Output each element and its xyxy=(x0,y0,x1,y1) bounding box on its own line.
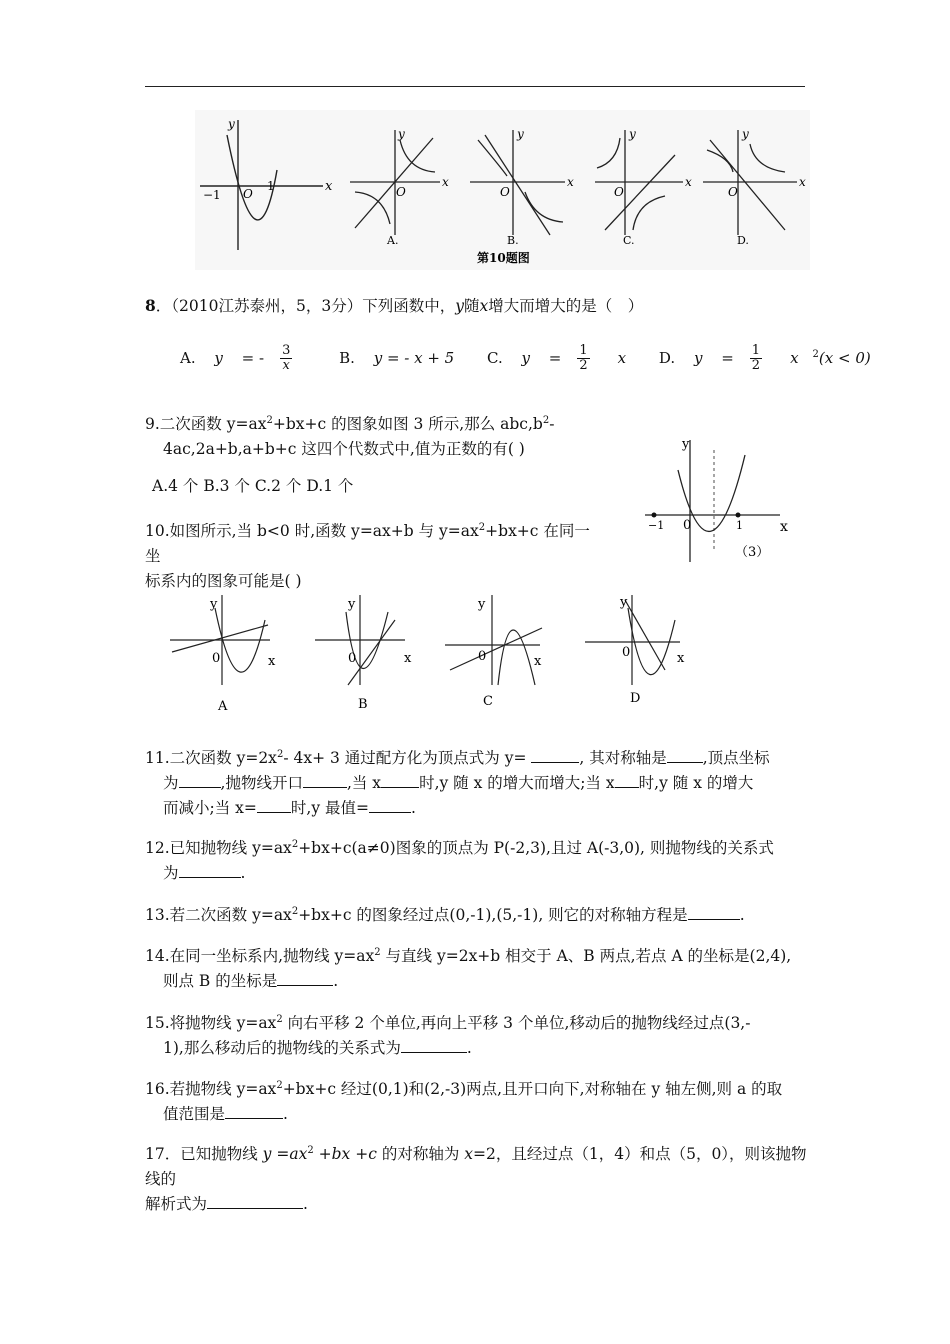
fig-top-label-B: B. xyxy=(507,234,519,247)
q11-blank-vertex-form[interactable] xyxy=(531,746,579,763)
question-13: 13.若二次函数 $y=ax^2+bx+c$ 的图象经过点(0,-1),(5,-1), 则它的对称轴方程是 . xyxy=(145,899,810,928)
fig3-neg1: −1 xyxy=(648,519,665,532)
figure-question10-options xyxy=(160,590,720,720)
q8-number: 8 xyxy=(145,296,156,315)
question-16: 16.若抛物线 $y=ax^2+bx+c$ 经过(0,1)和(2,-3)两点,且开口向下,对称轴在 y 轴左侧,则 a 的取 值范围是 . xyxy=(145,1080,783,1124)
fig-top-D-o: O xyxy=(728,185,738,199)
fig10-C-x: x xyxy=(534,654,542,669)
fig10-C-o: 0 xyxy=(478,649,487,664)
fig10-A-y: y xyxy=(210,597,218,612)
fig3-x: x xyxy=(780,519,788,535)
q8-stem: ．（2010江苏泰州，5，3分）下列函数中， xyxy=(155,297,456,315)
q8-tail: 增大而增大的是（ ） xyxy=(488,297,644,315)
fig-top-C-x: x xyxy=(685,175,692,189)
fig10-C-y: y xyxy=(478,597,486,612)
fig-top-panel-0-y: y xyxy=(228,117,235,131)
q11-blank-axis[interactable] xyxy=(667,746,703,763)
q8-option-d[interactable]: D. y = $\frac{1}{2}$ x $^2$(x < 0) xyxy=(658,343,871,373)
fig10-option-C xyxy=(445,595,542,685)
fig-top-B-y: y xyxy=(517,127,524,141)
fig-top-A-o: O xyxy=(396,185,406,199)
fig10-B-x: x xyxy=(404,651,412,666)
fig-top-panel-0-x: x xyxy=(325,179,333,194)
fig10-B-o: 0 xyxy=(348,651,357,666)
fig-top-B-o: O xyxy=(500,185,510,199)
q13-blank[interactable] xyxy=(688,903,740,920)
question-8 xyxy=(145,293,810,319)
fig-top-panel-0-o: O xyxy=(243,187,253,201)
fig-top-label-D: D. xyxy=(737,234,749,247)
fig10-D-o: 0 xyxy=(622,645,631,660)
q16-blank[interactable] xyxy=(225,1102,283,1119)
q8-option-a[interactable]: A. y = - $\frac{3}{x}$ xyxy=(180,343,291,373)
fig-top-label-C: C. xyxy=(623,234,635,247)
q11-blank-y-extreme[interactable] xyxy=(369,796,411,813)
fig-top-C-o: O xyxy=(614,185,624,199)
fig10-D-x: x xyxy=(677,651,685,666)
fig-top-D-x: x xyxy=(799,175,806,189)
question-9: 9.二次函数 $y=ax^2+bx+c$ 的图象如图 3 所示,那么 $abc,b^2-$ 4ac,2a+b,a+b+c 这四个代数式中,值为正数的有( ) xyxy=(145,408,555,462)
fig-top-A-x: x xyxy=(442,175,449,189)
q8-y: y xyxy=(455,297,464,315)
fig10-label-C: C xyxy=(483,694,493,709)
question-15: 15.将抛物线 $y=ax^2$ 向右平移 2 个单位,再向上平移 3 个单位,移动后的抛物线经过点(3,- 1),那么移动后的抛物线的关系式为 . xyxy=(145,1014,751,1058)
question-11: 11.二次函数 $y=2x^2-$ 4x+ 3 通过配方化为顶点式为 y= , 其对称轴是 ,顶点坐标 为 ,抛物线开口 ,当 x 时,y 随 x 的增大而增大;当 x 时,y 随 x 的增大 而减小;当 x= 时,y 最值= . xyxy=(145,742,810,821)
q12-blank[interactable] xyxy=(179,861,241,878)
fig10-label-D: D xyxy=(630,691,641,706)
figure-3 xyxy=(640,430,800,570)
fig10-A-o: 0 xyxy=(212,651,221,666)
fig3-o: 0 xyxy=(683,518,692,533)
fig10-label-A: A xyxy=(218,699,228,714)
fig3-y: y xyxy=(682,437,690,452)
fig10-option-D xyxy=(585,595,680,685)
fig-top-panel-0-neg1: −1 xyxy=(203,188,221,202)
fig10-B-y: y xyxy=(348,597,356,612)
fig3-caption: （3） xyxy=(735,545,770,560)
fig-top-panel-0-pos1: 1 xyxy=(267,179,275,193)
fig-top-A-y: y xyxy=(398,127,405,141)
q9-options[interactable]: A.4 个 B.3 个 C.2 个 D.1 个 xyxy=(152,477,354,495)
q10-line2: 标系内的图象可能是( ) xyxy=(145,572,302,591)
figure-question10-top xyxy=(195,110,810,270)
fig10-A-x: x xyxy=(268,654,276,669)
fig10-label-B: B xyxy=(358,697,368,712)
fig-top-label-A: A. xyxy=(387,234,399,247)
q11-blank-vertex[interactable] xyxy=(179,771,221,788)
q15-blank[interactable] xyxy=(401,1036,467,1053)
fig10-option-B xyxy=(315,595,405,685)
q11-blank-x-extreme[interactable] xyxy=(257,796,291,813)
question-17: 17．已知抛物线 $y =ax^2 +bx +c$ 的对称轴为 x=2，且经过点（1，4）和点（5，0），则该抛物线的 解析式为 . xyxy=(145,1145,807,1214)
fig3-pos1: 1 xyxy=(736,519,743,532)
q11-blank-increase[interactable] xyxy=(381,771,419,788)
question-14: 14.在同一坐标系内,抛物线 $y=ax^2$ 与直线 y=2x+b 相交于 A、B 两点,若点 A 的坐标是(2,4), 则点 B 的坐标是 . xyxy=(145,947,792,991)
q11-blank-opening[interactable] xyxy=(303,771,347,788)
q8-options xyxy=(180,344,899,373)
header-rule xyxy=(145,86,805,87)
q8-mid: 随 xyxy=(463,297,480,315)
fig-top-C-y: y xyxy=(629,127,636,141)
fig-top-caption: 第10题图 xyxy=(477,251,530,265)
q11-blank-decrease[interactable] xyxy=(615,771,639,788)
q8-x: x xyxy=(479,297,489,315)
q17-blank[interactable] xyxy=(207,1192,303,1209)
q14-blank[interactable] xyxy=(277,969,333,986)
q8-option-c[interactable]: C. y = $\frac{1}{2}$ x xyxy=(487,343,627,373)
fig-top-D-y: y xyxy=(742,127,749,141)
fig3-point-pos1 xyxy=(736,513,741,518)
q9-line2: 4ac,2a+b,a+b+c 这四个代数式中,值为正数的有( ) xyxy=(163,440,525,459)
fig10-D-y: y xyxy=(620,595,628,610)
question-10: 10.如图所示,当 b<0 时,函数 y=ax+b 与 $y=ax^2+bx+c$ 在同一坐 标系内的图象可能是( ) xyxy=(145,515,605,594)
fig10-option-A xyxy=(170,595,270,685)
fig-top-B-x: x xyxy=(567,175,574,189)
fig3-point-neg1 xyxy=(652,513,657,518)
q8-option-b[interactable]: B. y = - x + 5 xyxy=(339,348,455,367)
question-12: 12.已知抛物线 $y=ax^2+bx+c(a\ne 0)$图象的顶点为 P(-2,3),且过 A(-3,0), 则抛物线的关系式 为 . xyxy=(145,839,774,883)
